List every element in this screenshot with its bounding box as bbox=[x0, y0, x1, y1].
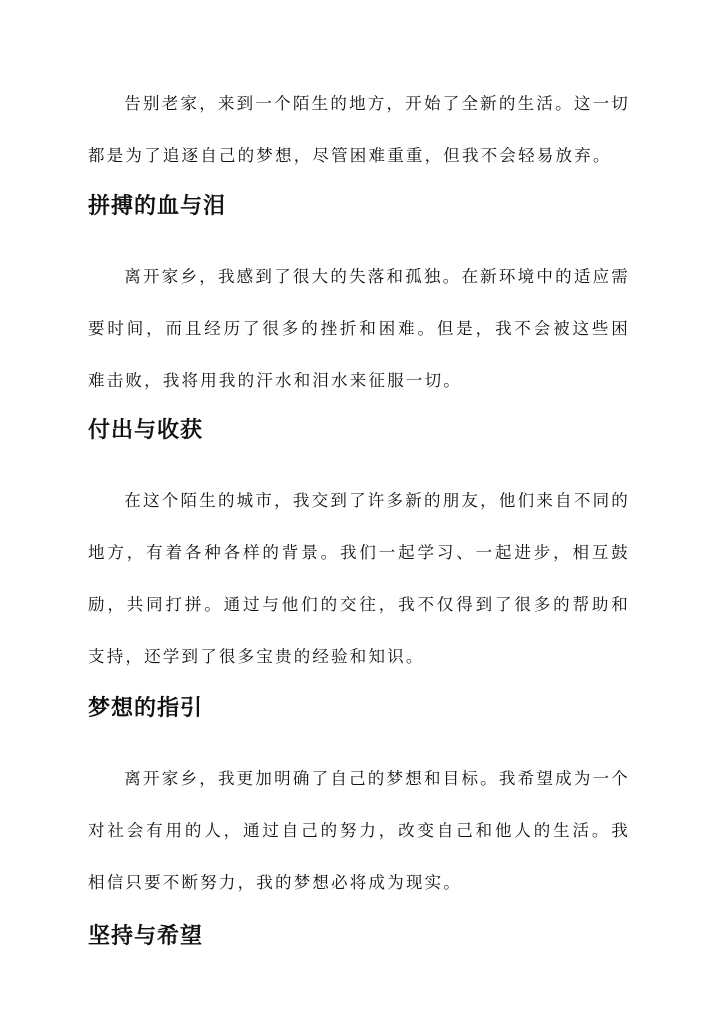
paragraph: 告别老家，来到一个陌生的地方，开始了全新的生活。这一切都是为了追逐自己的梦想，尽管困难重重，但我不会轻易放弃。 bbox=[88, 94, 630, 165]
section-heading: 梦想的指引 bbox=[88, 695, 204, 721]
paragraph: 离开家乡，我更加明确了自己的梦想和目标。我希望成为一个对社会有用的人，通过自己的努力，改变自己和他人的生活。我相信只要不断努力，我的梦想必将成为现实。 bbox=[88, 769, 630, 892]
paragraph: 在这个陌生的城市，我交到了许多新的朋友，他们来自不同的地方，有着各种各样的背景。我们一起学习、一起进步，相互鼓励，共同打拼。通过与他们的交往，我不仅得到了很多的帮助和支持，还学到了很多宝贵的经验和知识。 bbox=[88, 491, 630, 666]
section-heading: 坚持与希望 bbox=[88, 923, 204, 949]
section-heading: 付出与收获 bbox=[88, 417, 204, 443]
paragraph: 离开家乡，我感到了很大的失落和孤独。在新环境中的适应需要时间，而且经历了很多的挫折和困难。但是，我不会被这些困难击败，我将用我的汗水和泪水来征服一切。 bbox=[88, 267, 630, 390]
section-heading: 拼搏的血与泪 bbox=[88, 193, 227, 219]
